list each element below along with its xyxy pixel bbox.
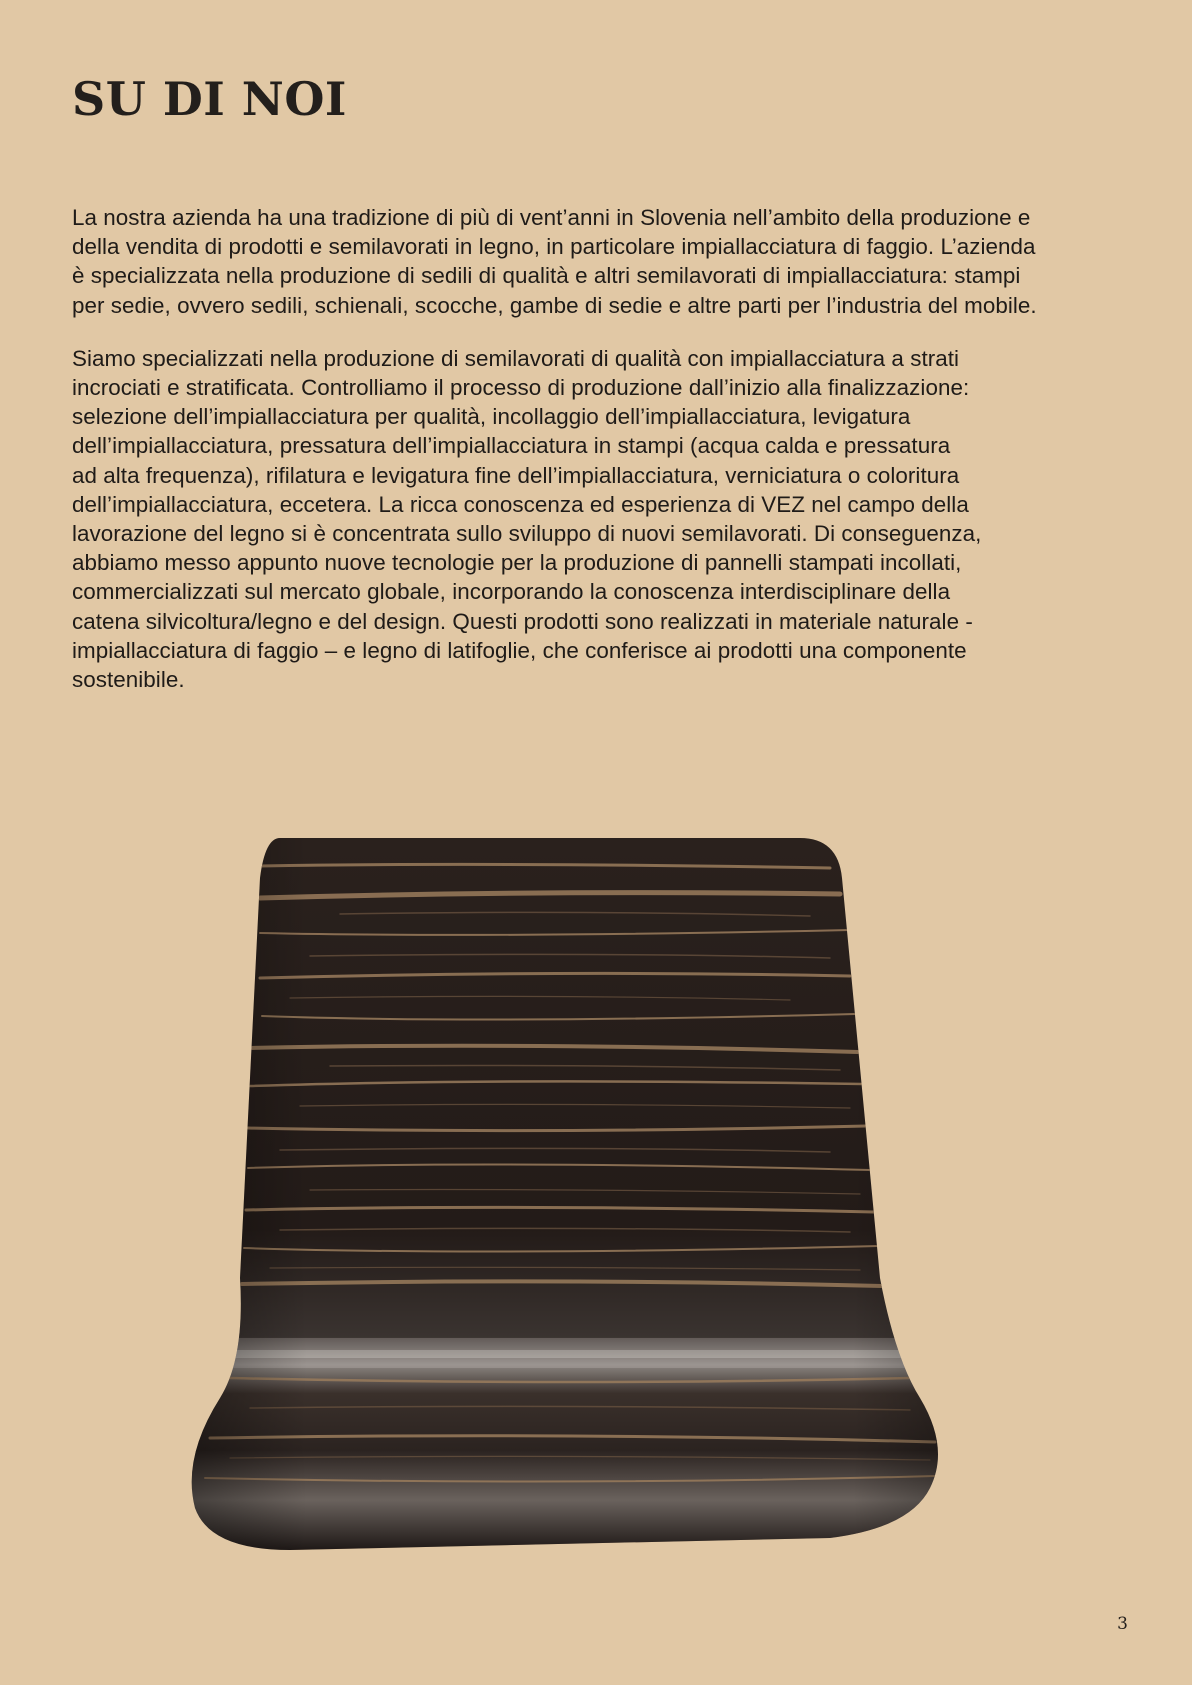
text-line: abbiamo messo appunto nuove tecnologie per la produzione di pannelli stampati incollati, [72,550,962,576]
wood-surface [190,838,970,1550]
text-line: commercializzati sul mercato globale, incorporando la conoscenza interdisciplinare della [72,579,951,605]
body-text [72,203,1112,718]
page-title: SU DI NOI [72,72,347,126]
process-paragraph [72,344,1112,694]
text-line: Siamo specializzati nella produzione di semilavorati di qualità con impiallacciatura a strati [72,345,960,371]
text-line: ad alta frequenza), rifilatura e levigatura fine dell’impiallacciatura, verniciatura o coloritura [72,462,960,488]
text-line: La nostra azienda ha una tradizione di più di vent’anni in Slovenia nell’ambito della produzione e [72,205,1031,230]
text-line: dell’impiallacciatura, pressatura dell’impiallacciatura in stampi (acqua calda e pressatura [72,433,951,459]
text-line: lavorazione del legno si è concentrata sullo sviluppo di nuovi semilavorati. Di conseguenza, [72,521,982,547]
text-line: è specializzata nella produzione di sedili di qualità e altri semilavorati di impiallacciatura: stampi [72,263,1021,289]
text-line: sostenibile. [72,667,185,693]
text-line: per sedie, ovvero sedili, schienali, scocche, gambe di sedie e altre parti per l’industria del mobile. [72,292,1037,318]
text-line: della vendita di prodotti e semilavorati in legno, in particolare impiallacciatura di faggio. L’azienda [72,234,1036,260]
text-line: dell’impiallacciatura, eccetera. La ricca conoscenza ed esperienza di VEZ nel campo della [72,491,969,517]
chair-seat-image [190,838,970,1550]
page-number: 3 [1117,1614,1128,1634]
intro-paragraph [72,203,1112,320]
text-line: catena silvicoltura/legno e del design. Questi prodotti sono realizzati in materiale naturale - [72,608,973,634]
text-line: incrociati e stratificata. Controlliamo il processo di produzione dall’inizio alla finalizzazione: [72,375,970,401]
text-line: selezione dell’impiallacciatura per qualità, incollaggio dell’impiallacciatura, levigatura [72,404,911,430]
text-line: impiallacciatura di faggio – e legno di latifoglie, che conferisce ai prodotti una componente [72,637,967,663]
